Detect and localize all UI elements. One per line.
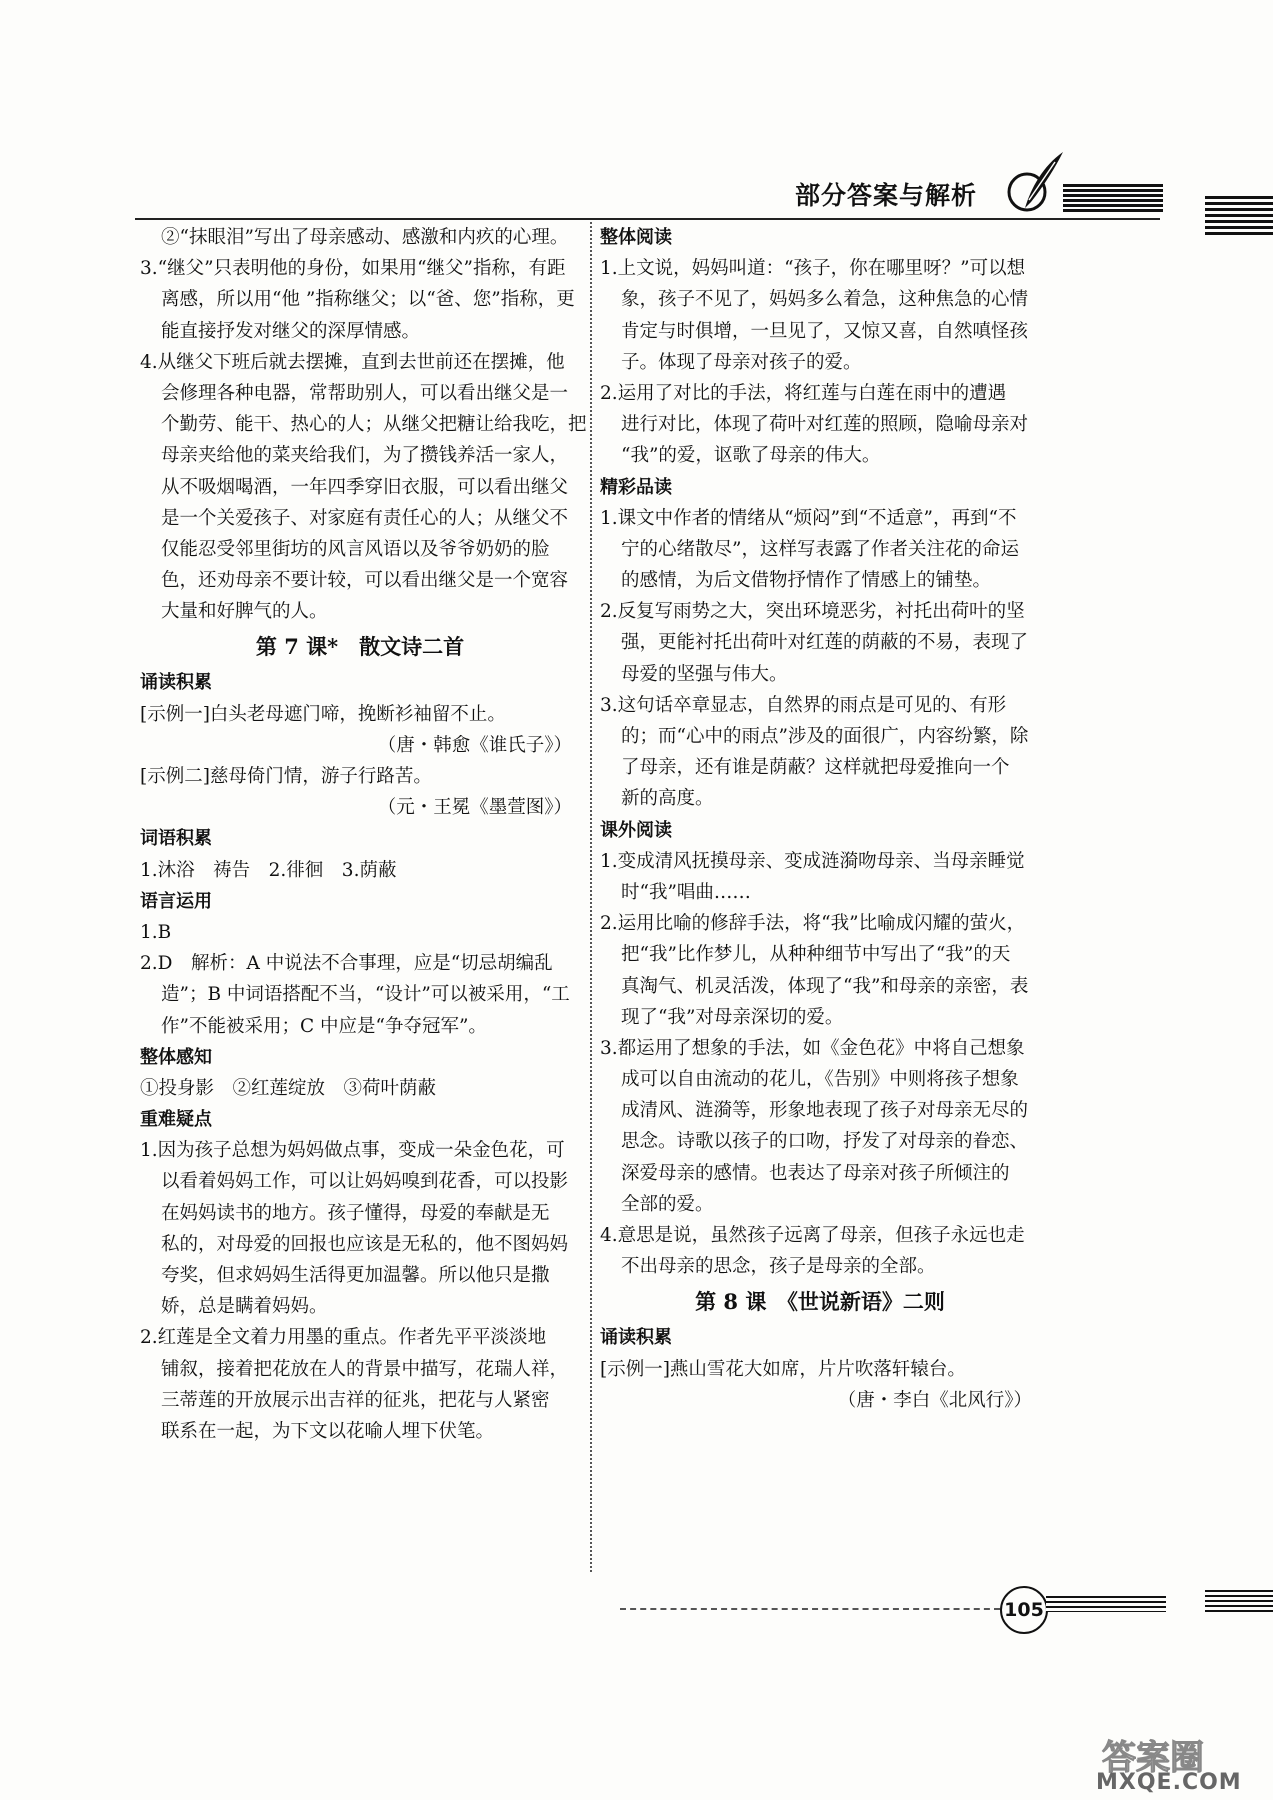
quill-pen-icon — [1005, 150, 1067, 214]
text-line: 现了“我”对母亲深切的爱。 — [621, 1006, 844, 1028]
section-heading: 整体感知 — [140, 1046, 212, 1068]
text-line: 1.上文说，妈妈叫道：“孩子，你在哪里呀？”可以想 — [600, 258, 1026, 280]
text-line: ②“抹眼泪”写出了母亲感动、感激和内疚的心理。 — [161, 227, 569, 248]
text-line: 以看着妈妈工作，可以让妈妈嗅到花香，可以投影 — [161, 1171, 569, 1193]
watermark-text: 答案圈 — [1102, 1738, 1204, 1778]
text-line: 母爱的坚强与伟大。 — [621, 663, 788, 685]
column-divider — [590, 222, 592, 1572]
watermark-url: MXQE.COM — [1096, 1770, 1242, 1795]
text-line: 肯定与时俱增，一旦见了，又惊又喜，自然嗔怪孩 — [621, 320, 1029, 342]
text-line: 仅能忍受邻里街坊的风言风语以及爷爷奶奶的脸 — [161, 538, 550, 560]
footer-edge-stripe — [1205, 1590, 1273, 1612]
text-line: 3.这句话卒章显志，自然界的雨点是可见的、有形 — [600, 694, 1007, 716]
text-line: 不出母亲的思念，孩子是母亲的全部。 — [621, 1256, 936, 1278]
text-line: 的；而“心中的雨点”涉及的面很广，内容纷繁，除 — [621, 726, 1029, 747]
text-line: 是一个关爱孩子、对家庭有责任心的人；从继父不 — [161, 507, 569, 529]
text-line: 全部的爱。 — [621, 1193, 714, 1215]
text-line: 3.“继父”只表明他的身份，如果用“继父”指称，有距 — [140, 258, 566, 280]
footer-stripe — [1046, 1596, 1166, 1612]
text-line: 真淘气、机灵活泼，体现了“我”和母亲的亲密，表 — [621, 975, 1029, 997]
page-number: 105 — [1000, 1586, 1048, 1634]
text-line: 从不吸烟喝酒，一年四季穿旧衣服，可以看出继父 — [161, 476, 569, 498]
text-line: 能直接抒发对继父的深厚情感。 — [161, 320, 421, 342]
text-line: （元・王冕《墨萱图》） — [377, 797, 572, 819]
text-line: 1.B — [140, 921, 172, 943]
text-line: 1.沐浴 祷告 2.徘徊 3.荫蔽 — [140, 859, 397, 881]
header-edge-stripe — [1205, 196, 1273, 236]
section-heading: 课外阅读 — [600, 819, 672, 841]
text-line: 思念。诗歌以孩子的口吻，抒发了对母亲的眷恋、 — [621, 1131, 1029, 1153]
text-line: 4.意思是说，虽然孩子远离了母亲，但孩子永远也走 — [600, 1225, 1025, 1246]
footer-dashed-rule — [620, 1608, 1000, 1610]
text-line: 2.反复写雨势之大，突出环境恶劣，衬托出荷叶的坚 — [600, 601, 1025, 623]
text-line: 2.运用了对比的手法，将红莲与白莲在雨中的遭遇 — [600, 382, 1007, 404]
text-line: （唐・韩愈《谁氏子》） — [377, 734, 572, 756]
lesson-title: 第 7 课* 散文诗二首 — [255, 634, 465, 660]
text-line: 1.因为孩子总想为妈妈做点事，变成一朵金色花，可 — [140, 1140, 565, 1162]
text-line: [示例二]慈母倚门情，游子行路苦。 — [140, 766, 432, 787]
text-line: 宁的心绪散尽”，这样写表露了作者关注花的命运 — [621, 538, 1019, 560]
text-line: 的感情，为后文借物抒情作了情感上的铺垫。 — [621, 570, 992, 592]
text-line: 娇，总是瞒着妈妈。 — [161, 1296, 328, 1318]
text-line: 2.红莲是全文着力用墨的重点。作者先平平淡淡地 — [140, 1327, 547, 1349]
section-heading: 精彩品读 — [600, 476, 672, 498]
page-header-title: 部分答案与解析 — [795, 181, 978, 210]
section-heading: 诵读积累 — [140, 672, 212, 694]
text-line: 三蒂莲的开放展示出吉祥的征兆，把花与人紧密 — [161, 1389, 550, 1411]
text-line: （唐・李白《北风行》） — [837, 1389, 1032, 1411]
header-rule — [135, 218, 1160, 220]
text-line: [示例一]白头老母遮门啼，挽断衫袖留不止。 — [140, 703, 506, 725]
text-line: 会修理各种电器，常帮助别人，可以看出继父是一 — [161, 382, 569, 404]
text-line: 深爱母亲的感情。也表达了母亲对孩子所倾注的 — [621, 1162, 1010, 1184]
text-line: 色，还劝母亲不要计较，可以看出继父是一个宽容 — [161, 570, 569, 592]
text-line: 1.课文中作者的情绪从“烦闷”到“不适意”，再到“不 — [600, 507, 1017, 529]
text-line: 了母亲，还有谁是荫蔽？这样就把母爱推向一个 — [621, 757, 1010, 779]
text-line: 离感，所以用“他 ”指称继父；以“爸、您”指称，更 — [161, 289, 575, 311]
text-line: 新的高度。 — [621, 788, 714, 810]
section-heading: 语言运用 — [140, 890, 212, 912]
text-line: 联系在一起，为下文以花喻人埋下伏笔。 — [161, 1420, 495, 1442]
text-line: 时“我”唱曲…… — [621, 881, 751, 903]
right-column — [600, 222, 1040, 1416]
section-heading: 重难疑点 — [140, 1109, 212, 1131]
text-line: 3.都运用了想象的手法，如《金色花》中将自己想象 — [600, 1037, 1025, 1059]
text-line: 成清风、涟漪等，形象地表现了孩子对母亲无尽的 — [621, 1100, 1029, 1122]
text-line: 造”；B 中词语搭配不当，“设计”可以被采用，“工 — [161, 984, 570, 1006]
text-line: 1.变成清风抚摸母亲、变成涟漪吻母亲、当母亲睡觉 — [600, 850, 1025, 872]
section-heading: 诵读积累 — [600, 1327, 672, 1349]
text-line: ①投身影 ②红莲绽放 ③荷叶荫蔽 — [140, 1077, 437, 1099]
left-column — [140, 222, 587, 1447]
section-heading: 整体阅读 — [600, 227, 672, 248]
text-line: [示例一]燕山雪花大如席，片片吹落轩辕台。 — [600, 1358, 966, 1380]
text-line: 夸奖，但求妈妈生活得更加温馨。所以他只是撒 — [161, 1265, 550, 1286]
header-stripe-bar — [1063, 184, 1163, 214]
text-line: 2.D 解析：A 中说法不合事理，应是“切忌胡编乱 — [140, 953, 553, 975]
lesson-title: 第 8 课 《世说新语》二则 — [695, 1289, 945, 1315]
text-line: 象，孩子不见了，妈妈多么着急，这种焦急的心情 — [621, 289, 1029, 311]
text-line: 作”不能被采用；C 中应是“争夺冠军”。 — [161, 1015, 487, 1037]
section-heading: 词语积累 — [140, 828, 212, 850]
text-line: 铺叙，接着把花放在人的背景中描写，花瑞人祥， — [161, 1358, 569, 1380]
text-line: 大量和好脾气的人。 — [161, 601, 328, 623]
text-line: 子。体现了母亲对孩子的爱。 — [621, 351, 862, 373]
text-line: 把“我”比作梦儿，从种种细节中写出了“我”的天 — [621, 944, 1011, 966]
text-line: 成可以自由流动的花儿，《告别》中则将孩子想象 — [621, 1069, 1019, 1091]
text-line: 2.运用比喻的修辞手法，将“我”比喻成闪耀的萤火， — [600, 913, 1026, 935]
text-line: “我”的爱，讴歌了母亲的伟大。 — [621, 445, 881, 467]
text-line: 在妈妈读书的地方。孩子懂得，母爱的奉献是无 — [161, 1202, 550, 1224]
text-line: 进行对比，体现了荷叶对红莲的照顾，隐喻母亲对 — [621, 414, 1029, 436]
watermark-logo — [1090, 1730, 1273, 1800]
text-line: 强，更能衬托出荷叶对红莲的荫蔽的不易，表现了 — [621, 632, 1029, 654]
text-line: 母亲夹给他的菜夹给我们，为了攒钱养活一家人， — [161, 445, 569, 467]
text-line: 个勤劳、能干、热心的人；从继父把糖让给我吃，把 — [161, 414, 587, 436]
text-line: 私的，对母爱的回报也应该是无私的，他不图妈妈 — [161, 1233, 569, 1255]
text-line: 4.从继父下班后就去摆摊，直到去世前还在摆摊，他 — [140, 351, 565, 373]
